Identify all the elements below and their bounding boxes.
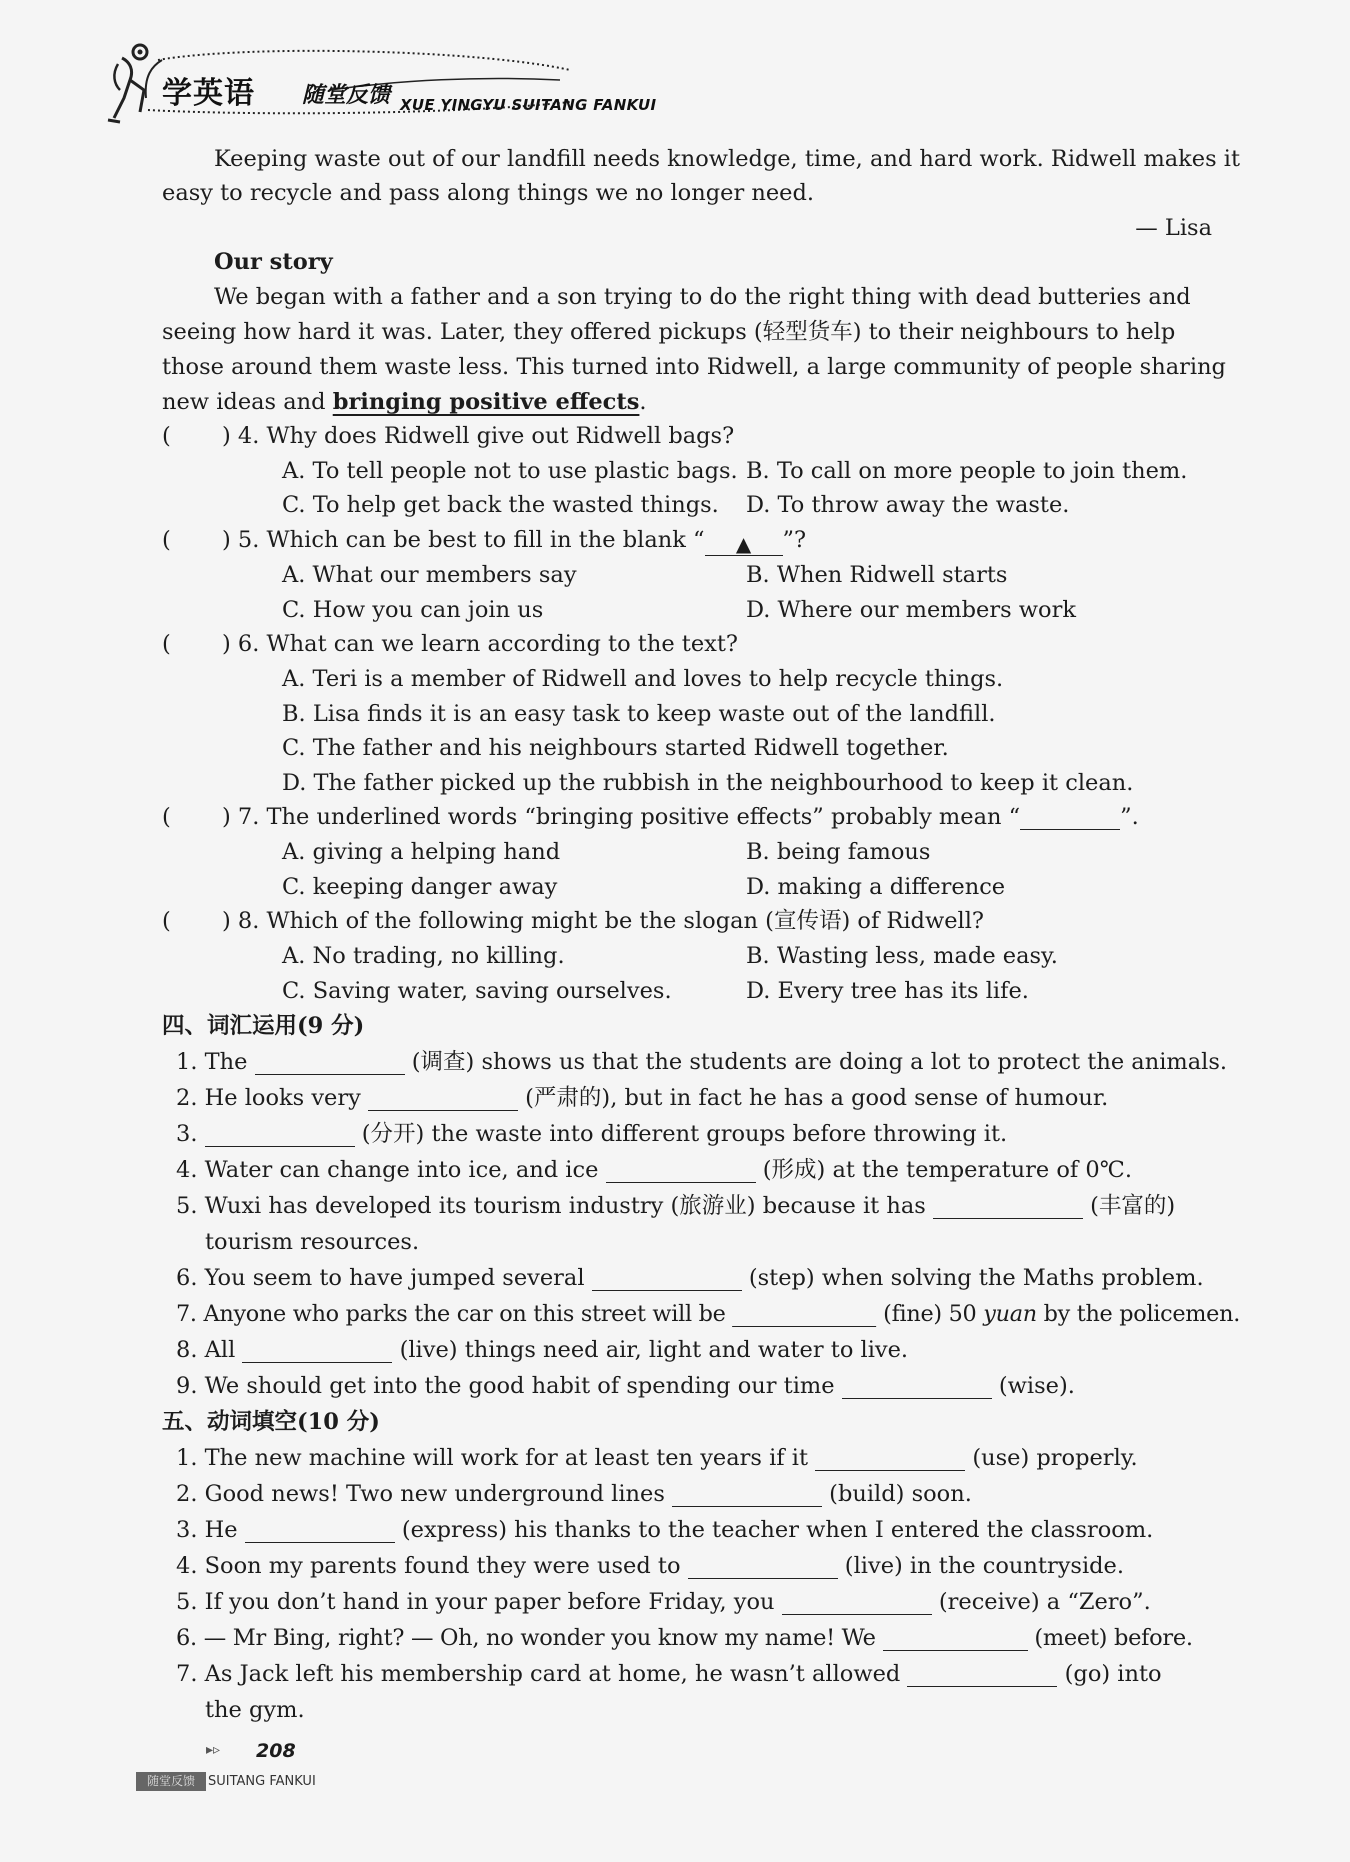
story-text: new ideas and xyxy=(162,389,333,415)
item-text: 1. The xyxy=(176,1049,255,1075)
page-number: 208 xyxy=(256,1740,296,1762)
question-stem: ) 7. The underlined words “bringing positive effects” probably mean “ xyxy=(222,804,1021,830)
item-text: 9. We should get into the good habit of spending our time xyxy=(176,1373,842,1399)
answer-blank[interactable] xyxy=(592,1266,742,1291)
page-header xyxy=(100,40,680,135)
header-title-cn2: 随堂反馈 xyxy=(302,83,391,108)
vocab-item-6 xyxy=(176,1263,1204,1293)
item-text: 5. Wuxi has developed its tourism industry (旅游业) because it has xyxy=(176,1193,933,1219)
header-title-en: XUE YINGYU SUITANG FANKUI xyxy=(400,96,657,114)
option: B. Lisa finds it is an easy task to keep waste out of the landfill. xyxy=(282,701,996,727)
item-text: 2. Good news! Two new underground lines xyxy=(176,1481,673,1507)
verb-item-7-cont: the gym. xyxy=(205,1697,305,1723)
answer-blank[interactable] xyxy=(672,1482,822,1507)
item-text: (形成) at the temperature of 0℃. xyxy=(755,1157,1133,1183)
answer-blank[interactable] xyxy=(883,1626,1028,1651)
item-text: (live) in the countryside. xyxy=(837,1553,1125,1579)
item-text: 4. Water can change into ice, and ice xyxy=(176,1157,606,1183)
option: C. How you can join us xyxy=(282,597,544,623)
answer-blank[interactable] xyxy=(688,1554,838,1579)
verb-item-6 xyxy=(176,1623,1193,1653)
answer-blank[interactable] xyxy=(255,1050,405,1075)
answer-blank[interactable] xyxy=(606,1158,756,1183)
story-line: seeing how hard it was. Later, they offered pickups (轻型货车) to their neighbours to help xyxy=(162,319,1176,345)
item-text: 7. Anyone who parks the car on this street will be xyxy=(176,1301,733,1327)
item-text: (分开) the waste into different groups before throwing it. xyxy=(354,1121,1008,1147)
vocab-item-8 xyxy=(176,1335,908,1365)
answer-blank[interactable] xyxy=(933,1194,1083,1219)
option: B. Wasting less, made easy. xyxy=(746,943,1058,969)
item-text-italic: yuan xyxy=(983,1301,1037,1327)
answer-blank[interactable] xyxy=(815,1446,965,1471)
vocab-item-9 xyxy=(176,1371,1075,1401)
vocab-item-7 xyxy=(176,1299,1240,1329)
arrow-icon: ▸▹ xyxy=(206,1742,221,1758)
story-text: . xyxy=(639,389,647,415)
item-text: (meet) before. xyxy=(1027,1625,1193,1651)
item-text: (live) things need air, light and water to live. xyxy=(392,1337,909,1363)
verb-item-2 xyxy=(176,1479,972,1509)
option: D. Every tree has its life. xyxy=(746,978,1029,1004)
verb-item-7 xyxy=(176,1659,1162,1689)
answer-blank[interactable] xyxy=(907,1662,1057,1687)
answer-blank[interactable] xyxy=(368,1086,518,1111)
item-text: 1. The new machine will work for at least ten years if it xyxy=(176,1445,816,1471)
item-text: 5. If you don’t hand in your paper before Friday, you xyxy=(176,1589,782,1615)
footer-label-en: SUITANG FANKUI xyxy=(208,1774,316,1789)
option: C. To help get back the wasted things. xyxy=(282,492,719,518)
item-text: (use) properly. xyxy=(965,1445,1138,1471)
lisa-quote-line: easy to recycle and pass along things we no longer need. xyxy=(162,180,815,206)
option: A. To tell people not to use plastic bags. xyxy=(282,458,738,484)
story-line: those around them waste less. This turned into Ridwell, a large community of people sharing xyxy=(162,354,1226,380)
answer-blank[interactable] xyxy=(242,1338,392,1363)
option: A. No trading, no killing. xyxy=(282,943,565,969)
vocab-item-5 xyxy=(176,1191,1175,1221)
item-text: (express) his thanks to the teacher when I entered the classroom. xyxy=(394,1517,1154,1543)
item-text: 7. As Jack left his membership card at home, he wasn’t allowed xyxy=(176,1661,908,1687)
footer-label-cn: 随堂反馈 xyxy=(136,1772,206,1791)
underlined-phrase: bringing positive effects xyxy=(332,389,640,415)
verb-item-4 xyxy=(176,1551,1124,1581)
question-stem: ) 5. Which can be best to fill in the blank “ xyxy=(222,527,705,553)
item-text: 3. xyxy=(176,1121,205,1147)
lisa-signature: — Lisa xyxy=(1135,215,1212,241)
item-text: 6. You seem to have jumped several xyxy=(176,1265,592,1291)
answer-blank[interactable] xyxy=(782,1590,932,1615)
question-stem-end: ”? xyxy=(782,527,807,553)
question-stem: ) 8. Which of the following might be the slogan (宣传语) of Ridwell? xyxy=(222,908,984,934)
blank-with-mark xyxy=(705,529,783,556)
option: C. The father and his neighbours started Ridwell together. xyxy=(282,735,949,761)
question-stem: ) 6. What can we learn according to the text? xyxy=(222,631,738,657)
option: C. Saving water, saving ourselves. xyxy=(282,978,672,1004)
option: D. making a difference xyxy=(746,874,1006,900)
option: A. giving a helping hand xyxy=(282,839,561,865)
item-text: 4. Soon my parents found they were used to xyxy=(176,1553,688,1579)
item-text: (wise). xyxy=(991,1373,1075,1399)
item-text: (build) soon. xyxy=(822,1481,972,1507)
item-text: (丰富的) xyxy=(1082,1193,1176,1219)
option: B. To call on more people to join them. xyxy=(746,458,1188,484)
verb-item-3 xyxy=(176,1515,1153,1545)
verb-item-5 xyxy=(176,1587,1151,1617)
answer-paren[interactable]: ( xyxy=(162,527,171,553)
story-line: We began with a father and a son trying to do the right thing with dead butteries and xyxy=(214,284,1191,310)
option: C. keeping danger away xyxy=(282,874,558,900)
question-7 xyxy=(162,802,1139,832)
item-text: (step) when solving the Maths problem. xyxy=(741,1265,1204,1291)
vocab-item-5-cont: tourism resources. xyxy=(205,1229,420,1255)
vocab-item-4 xyxy=(176,1155,1132,1185)
item-text: (调查) shows us that the students are doing a lot to protect the animals. xyxy=(404,1049,1228,1075)
section-5-title: 五、动词填空(10 分) xyxy=(162,1409,380,1435)
question-8 xyxy=(162,906,984,936)
lisa-quote-line: Keeping waste out of our landfill needs knowledge, time, and hard work. Ridwell makes it xyxy=(214,146,1241,172)
triangle-mark-icon: ▲ xyxy=(735,532,752,556)
option: A. Teri is a member of Ridwell and loves to help recycle things. xyxy=(282,666,1004,692)
item-text: (严肃的), but in fact he has a good sense of humour. xyxy=(517,1085,1109,1111)
item-text: by the policemen. xyxy=(1036,1301,1241,1327)
option: D. Where our members work xyxy=(746,597,1076,623)
answer-blank[interactable] xyxy=(1020,805,1120,830)
vocab-item-1 xyxy=(176,1047,1227,1077)
question-stem: ) 4. Why does Ridwell give out Ridwell bags? xyxy=(222,423,735,449)
vocab-item-3 xyxy=(176,1119,1007,1149)
vocab-item-2 xyxy=(176,1083,1108,1113)
option: A. What our members say xyxy=(282,562,577,588)
answer-paren[interactable]: ( xyxy=(162,908,171,934)
option: D. To throw away the waste. xyxy=(746,492,1070,518)
item-text: (receive) a “Zero”. xyxy=(931,1589,1151,1615)
footer-label xyxy=(136,1772,322,1792)
answer-paren[interactable]: ( xyxy=(162,804,171,830)
question-6 xyxy=(162,629,738,659)
item-text: 2. He looks very xyxy=(176,1085,368,1111)
option: B. being famous xyxy=(746,839,931,865)
item-text: 6. — Mr Bing, right? — Oh, no wonder you know my name! We xyxy=(176,1625,883,1651)
item-text: 3. He xyxy=(176,1517,245,1543)
answer-blank[interactable] xyxy=(732,1302,876,1327)
option: D. The father picked up the rubbish in the neighbourhood to keep it clean. xyxy=(282,770,1134,796)
section-4-title: 四、词汇运用(9 分) xyxy=(162,1013,365,1039)
answer-blank[interactable] xyxy=(245,1518,395,1543)
question-stem-end: ”. xyxy=(1120,804,1139,830)
story-line xyxy=(162,387,647,417)
question-5 xyxy=(162,525,806,556)
question-4 xyxy=(162,421,734,451)
item-text: (fine) 50 xyxy=(876,1301,984,1327)
answer-blank[interactable] xyxy=(205,1122,355,1147)
answer-paren[interactable]: ( xyxy=(162,631,171,657)
item-text: (go) into xyxy=(1057,1661,1162,1687)
answer-paren[interactable]: ( xyxy=(162,423,171,449)
header-title-cn: 学英语 xyxy=(162,76,255,111)
item-text: 8. All xyxy=(176,1337,243,1363)
answer-blank[interactable] xyxy=(842,1374,992,1399)
story-title: Our story xyxy=(214,249,333,275)
verb-item-1 xyxy=(176,1443,1138,1473)
option: B. When Ridwell starts xyxy=(746,562,1008,588)
